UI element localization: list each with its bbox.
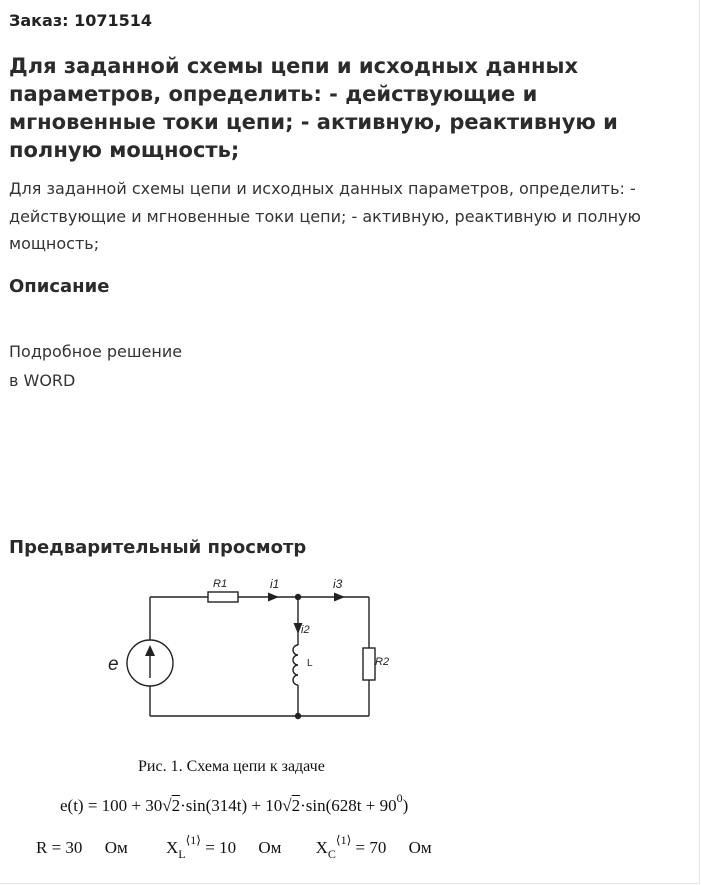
param-xc <box>315 833 352 861</box>
param-xc-sub: C <box>327 847 336 861</box>
source-equation <box>60 791 409 816</box>
eq-lhs: e(t) = 100 + 30 <box>60 796 163 815</box>
param-xl-sup: ⟨1⟩ <box>185 833 201 847</box>
eq-tail: ·sin(628t + 90 <box>300 796 397 815</box>
sqrt-icon: √ <box>162 796 172 815</box>
eq-degree: 0 <box>396 791 403 805</box>
param-xl-sub: L <box>178 847 186 861</box>
eq-radicand-2: 2 <box>291 796 301 815</box>
param-xl <box>165 833 201 861</box>
current-i3-arrow-icon <box>334 593 345 602</box>
parameters-line <box>36 833 432 861</box>
label-r1: R1 <box>213 578 228 590</box>
label-i3: i3 <box>333 577 343 591</box>
label-i1: i1 <box>270 577 280 591</box>
page-title: Для заданной схемы цепи и исходных данных параметров, определить: - действующие и мгновенные токи цепи; - активную, реактивную и полную мощность; <box>9 54 618 162</box>
label-r2: R2 <box>375 656 390 668</box>
node-bottom <box>295 713 301 719</box>
label-e: e <box>108 654 119 675</box>
figure-caption: Рис. 1. Схема цепи к задаче <box>138 758 325 775</box>
preview-heading: Предварительный просмотр <box>9 537 307 558</box>
param-xc-value: = 70 <box>355 838 387 857</box>
source-arrow-icon <box>145 645 155 656</box>
resistor-r2 <box>363 648 375 680</box>
eq-mid: ·sin(314t) + 10 <box>180 796 283 815</box>
eq-radicand-1: 2 <box>171 796 181 815</box>
description-line-1: Подробное решение <box>9 342 183 361</box>
param-xl-symbol: X <box>165 838 179 857</box>
current-i1-arrow-icon <box>268 593 279 602</box>
description-heading: Описание <box>9 276 110 297</box>
resistor-r1 <box>208 592 238 602</box>
param-xc-sup: ⟨1⟩ <box>335 833 352 847</box>
param-r-unit: Ом <box>104 838 128 857</box>
description-text <box>9 337 182 395</box>
label-i2: i2 <box>301 624 310 636</box>
node-top <box>295 594 301 600</box>
inductor-l <box>293 645 298 685</box>
param-xl-unit: Ом <box>258 838 282 857</box>
sqrt-icon: √ <box>282 796 292 815</box>
task-summary: Для заданной схемы цепи и исходных данных параметров, определить: - действующие и мгновенные токи цепи; - активную, реактивную и полную мощность; <box>9 179 641 253</box>
order-number: Заказ: 1071514 <box>9 11 153 30</box>
param-r: R = 30 <box>36 838 83 857</box>
label-l: L <box>307 658 313 669</box>
param-xc-symbol: X <box>315 838 328 857</box>
param-xc-unit: Ом <box>408 838 432 857</box>
param-xl-value: = 10 <box>205 838 237 857</box>
description-line-2: в WORD <box>9 371 76 390</box>
eq-close: ) <box>402 796 409 815</box>
